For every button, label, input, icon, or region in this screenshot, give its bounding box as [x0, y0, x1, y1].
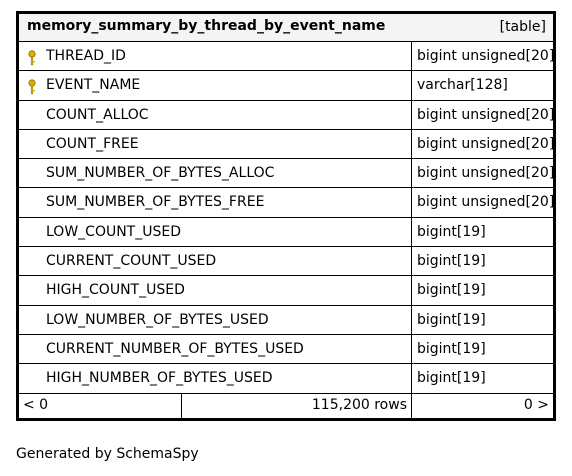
column-row	[19, 130, 553, 159]
column-type: bigint[19]	[417, 370, 486, 387]
children-count: 0 >	[523, 397, 549, 413]
column-name-cell	[19, 306, 412, 334]
children-cell	[412, 394, 553, 418]
column-name: CURRENT_NUMBER_OF_BYTES_USED	[46, 340, 304, 357]
column-type: bigint unsigned[20]	[417, 135, 555, 152]
column-name: LOW_NUMBER_OF_BYTES_USED	[46, 311, 269, 328]
column-row	[19, 159, 553, 188]
primary-key-icon	[27, 50, 37, 66]
column-type: bigint[19]	[417, 282, 486, 299]
parents-cell	[19, 394, 182, 418]
entity-header	[19, 14, 553, 42]
column-type: bigint[19]	[417, 340, 486, 357]
column-type: bigint[19]	[417, 223, 486, 240]
column-name-cell	[19, 218, 412, 246]
column-name: HIGH_COUNT_USED	[46, 282, 185, 299]
column-type: bigint unsigned[20]	[417, 165, 555, 182]
column-row	[19, 218, 553, 247]
column-row	[19, 188, 553, 217]
column-row	[19, 101, 553, 130]
entity-footer	[19, 394, 553, 418]
column-name-cell	[19, 247, 412, 275]
column-name: HIGH_NUMBER_OF_BYTES_USED	[46, 370, 273, 387]
column-type: bigint unsigned[20]	[417, 194, 555, 211]
column-name-cell	[19, 42, 412, 70]
column-name-cell	[19, 130, 412, 158]
column-name-cell	[19, 364, 412, 392]
column-row	[19, 247, 553, 276]
primary-key-icon	[27, 79, 37, 95]
column-name-cell	[19, 71, 412, 99]
column-row	[19, 276, 553, 305]
column-name: THREAD_ID	[46, 48, 126, 64]
column-row	[19, 364, 553, 393]
column-name-cell	[19, 188, 412, 216]
column-name: CURRENT_COUNT_USED	[46, 253, 217, 270]
table-kind: [table]	[499, 19, 546, 35]
table-entity	[16, 11, 556, 421]
column-name: EVENT_NAME	[46, 77, 141, 94]
column-type: bigint unsigned[20]	[417, 48, 555, 64]
column-row	[19, 306, 553, 335]
parents-count: < 0	[23, 397, 49, 413]
column-row	[19, 335, 553, 364]
generated-by-note: Generated by SchemaSpy	[16, 446, 199, 462]
table-name: memory_summary_by_thread_by_event_name	[27, 18, 386, 34]
column-row	[19, 42, 553, 71]
column-name: SUM_NUMBER_OF_BYTES_ALLOC	[46, 165, 275, 182]
row-count-cell	[182, 394, 412, 418]
column-name: LOW_COUNT_USED	[46, 223, 181, 240]
column-name-cell	[19, 101, 412, 129]
column-type: varchar[128]	[417, 77, 508, 94]
column-type: bigint[19]	[417, 253, 486, 270]
column-row	[19, 71, 553, 100]
column-name-cell	[19, 159, 412, 187]
column-list	[19, 42, 553, 394]
column-name: COUNT_ALLOC	[46, 106, 149, 123]
column-name-cell	[19, 335, 412, 363]
column-type: bigint unsigned[20]	[417, 106, 555, 123]
column-name: SUM_NUMBER_OF_BYTES_FREE	[46, 194, 265, 211]
column-name: COUNT_FREE	[46, 135, 139, 152]
column-type: bigint[19]	[417, 311, 486, 328]
column-name-cell	[19, 276, 412, 304]
row-count: 115,200 rows	[311, 397, 407, 413]
